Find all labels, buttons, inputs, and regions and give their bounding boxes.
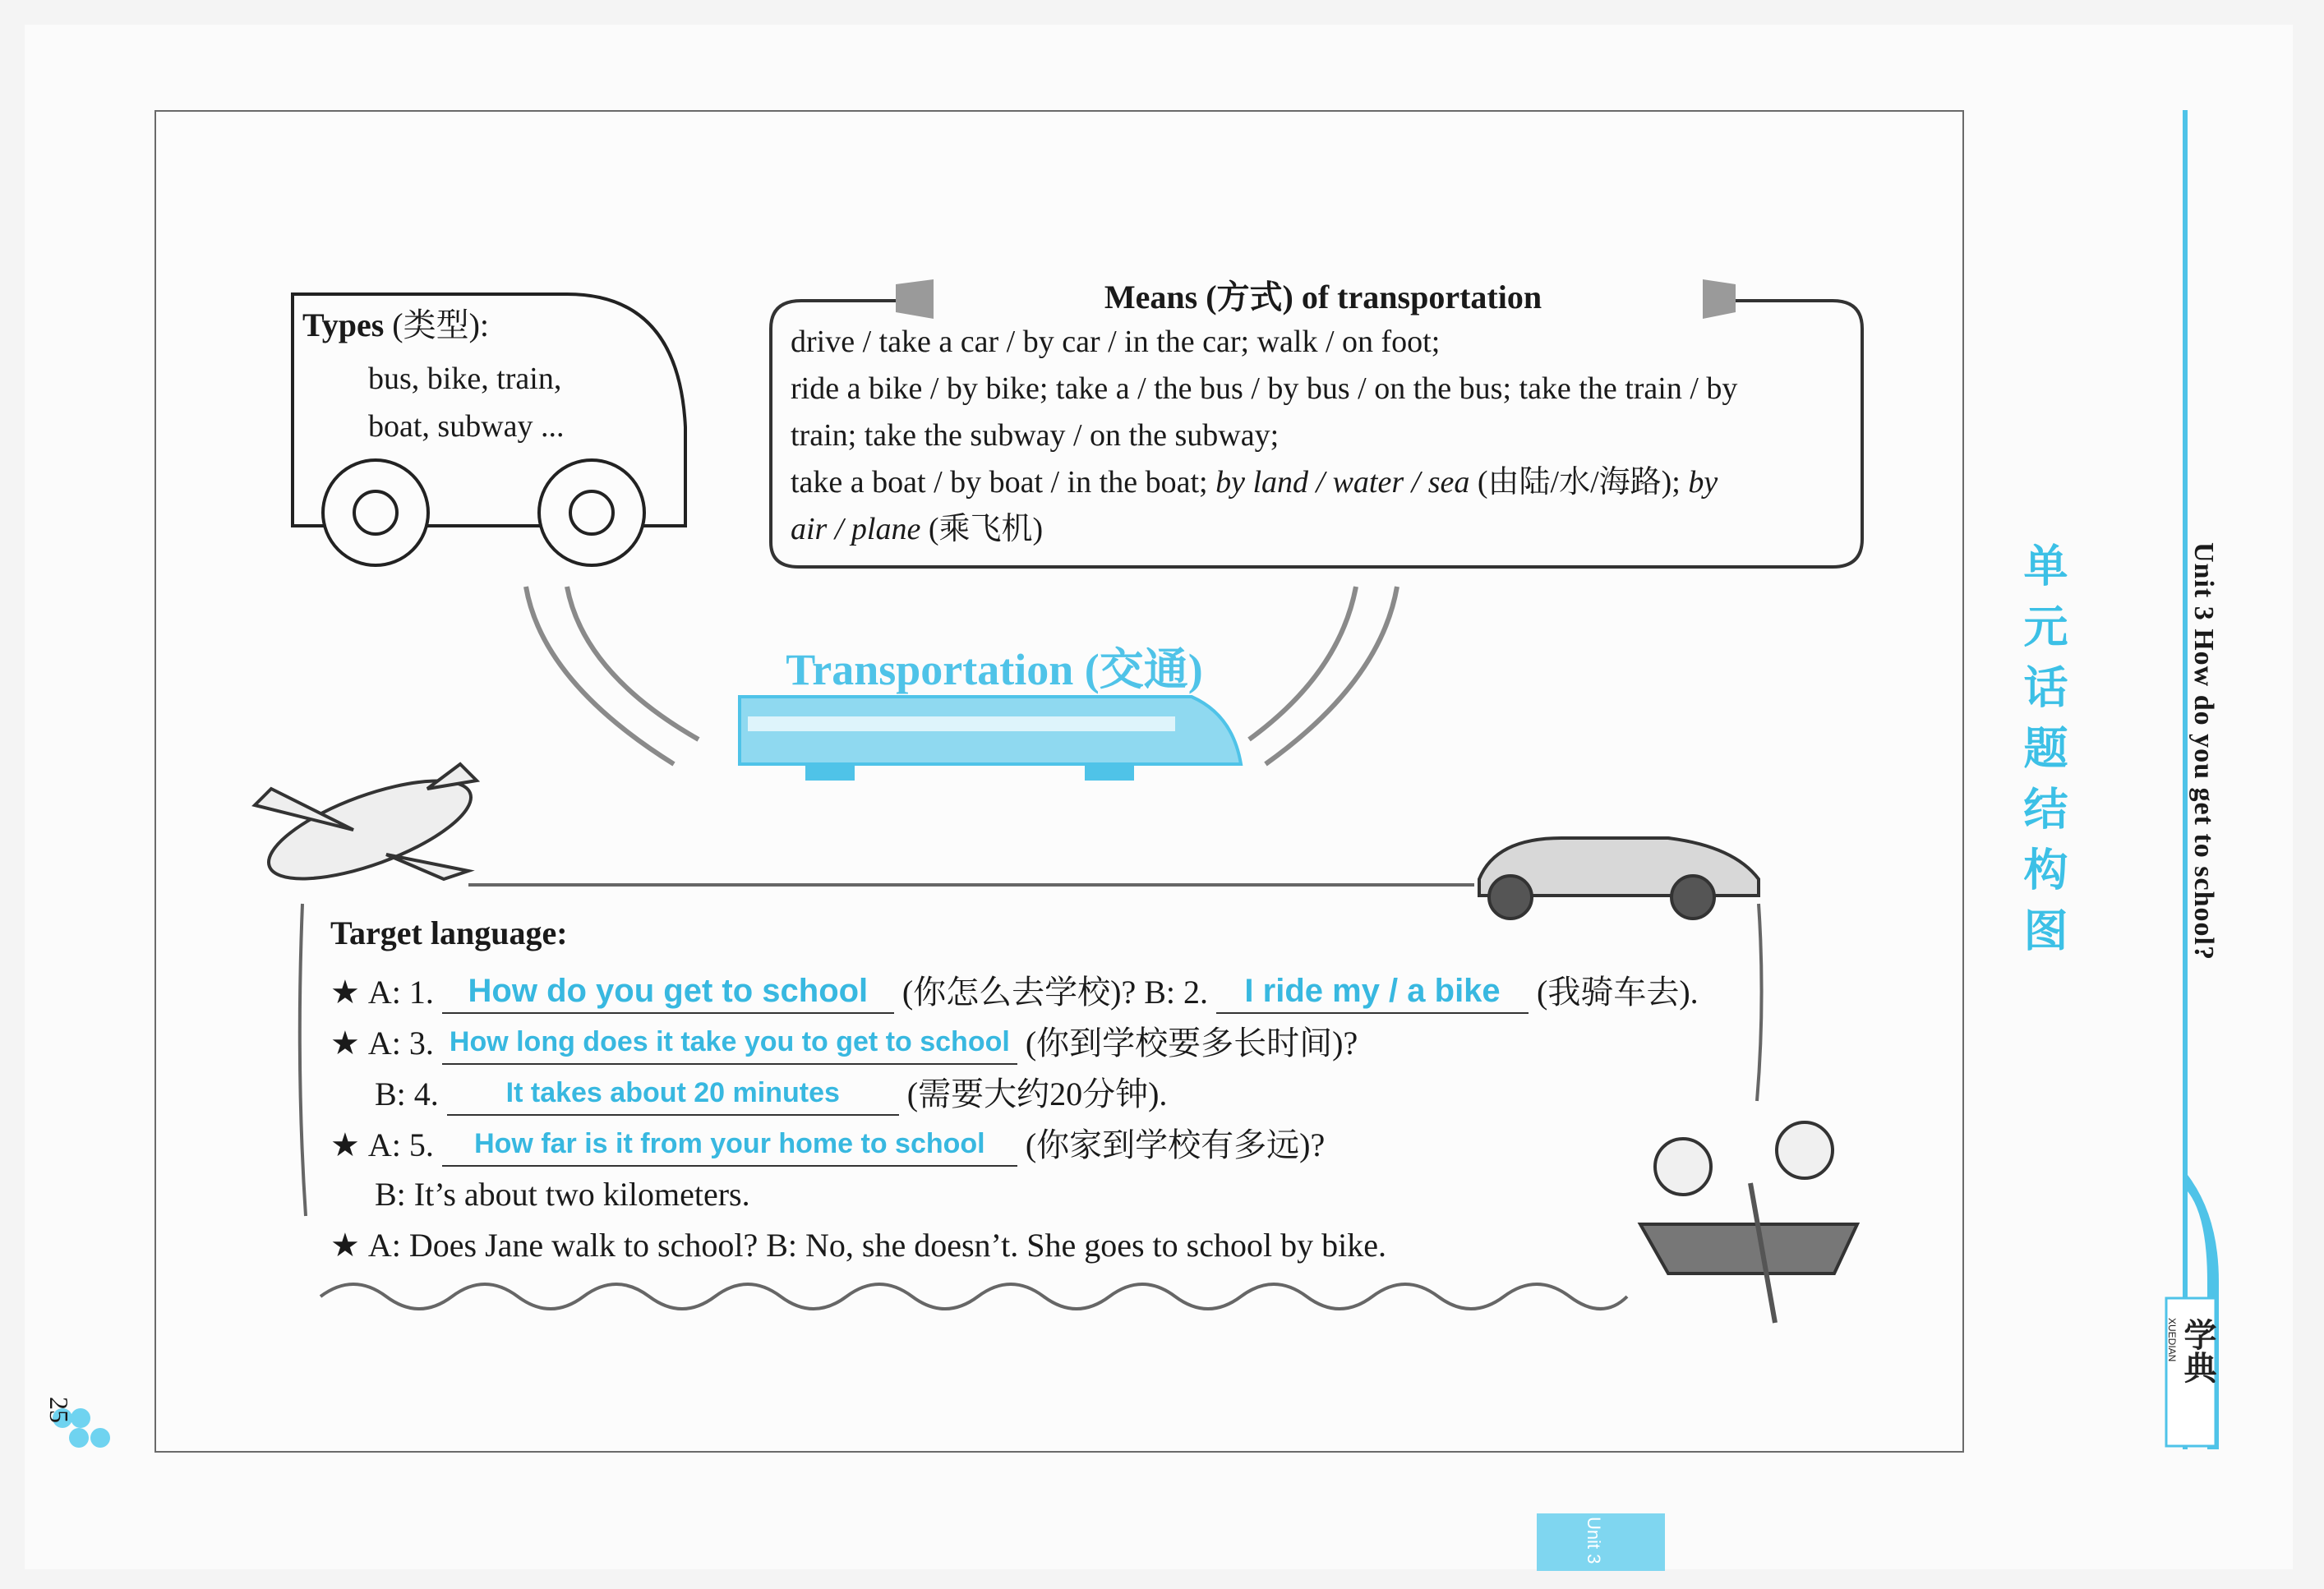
means-line-5: air / plane (乘飞机) — [791, 512, 1044, 546]
answer-blank-4: It takes about 20 minutes — [447, 1071, 899, 1116]
types-line-2: boat, subway ... — [368, 409, 565, 444]
star-icon: ★ — [330, 974, 360, 1011]
target-row-5: B: It’s about two kilometers. — [375, 1176, 750, 1213]
chinese-section-title: 单元话题结构图 — [2017, 542, 2068, 968]
target-row-3: B: 4. It takes about 20 minutes (需要大约20分钟). — [375, 1071, 1167, 1116]
types-title: Types (类型): — [302, 306, 490, 343]
page-number: 25 — [44, 1397, 74, 1423]
boat-illustration — [1640, 1122, 1857, 1323]
means-line-1: drive / take a car / by car / in the car; walk / on foot; — [791, 325, 1441, 359]
unit-title: Unit 3 How do you get to school? — [2188, 542, 2219, 960]
answer-blank-5: How far is it from your home to school — [442, 1122, 1017, 1167]
answer-blank-3: How long does it take you to get to school — [442, 1020, 1017, 1065]
plane-illustration — [255, 761, 482, 899]
means-body — [791, 319, 1842, 553]
star-icon: ★ — [330, 1227, 360, 1264]
means-title: Means (方式) of transportation — [1104, 279, 1542, 315]
answer-blank-2: I ride my / a bike — [1216, 970, 1529, 1014]
railway-left — [526, 587, 699, 764]
target-row-4: ★ A: 5. How far is it from your home to school (你家到学校有多远)? — [330, 1122, 1325, 1167]
car-illustration — [1479, 838, 1759, 919]
means-box-tab-right — [1703, 279, 1736, 319]
means-line-4: take a boat / by boat / in the boat; by land / water / sea (由陆/水/海路); by — [791, 465, 1718, 500]
star-icon: ★ — [330, 1025, 360, 1062]
types-list — [368, 355, 565, 450]
center-title: Transportation (交通) — [786, 645, 1203, 694]
types-line-1: bus, bike, train, — [368, 362, 562, 396]
target-row-1: ★ A: 1. How do you get to school (你怎么去学校)? B: 2. I ride my / a bike (我骑车去). — [330, 970, 1699, 1014]
answer-blank-1: How do you get to school — [442, 970, 894, 1014]
brand-logo: 学典 — [2179, 1318, 2216, 1384]
target-title: Target language: — [330, 914, 568, 951]
target-row-6: ★ A: Does Jane walk to school? B: No, she doesn’t. She goes to school by bike. — [330, 1227, 1386, 1264]
brand-logo-en: XUEDIAN — [2166, 1318, 2178, 1362]
target-wave-line — [320, 1284, 1627, 1309]
railway-right — [1249, 587, 1397, 764]
star-icon: ★ — [330, 1126, 360, 1163]
bottom-tab-label: Unit 3 — [1584, 1517, 1604, 1564]
train-illustration — [740, 697, 1241, 781]
means-box-tab-left — [896, 279, 934, 319]
target-row-2: ★ A: 3. How long does it take you to get to school (你到学校要多长时间)? — [330, 1020, 1358, 1065]
means-line-2: ride a bike / by bike; take a / the bus / by bus / on the bus; take the train / by — [791, 371, 1738, 406]
target-right-line — [1757, 904, 1762, 1101]
means-line-3: train; take the subway / on the subway; — [791, 418, 1280, 453]
target-left-line — [300, 904, 306, 1216]
